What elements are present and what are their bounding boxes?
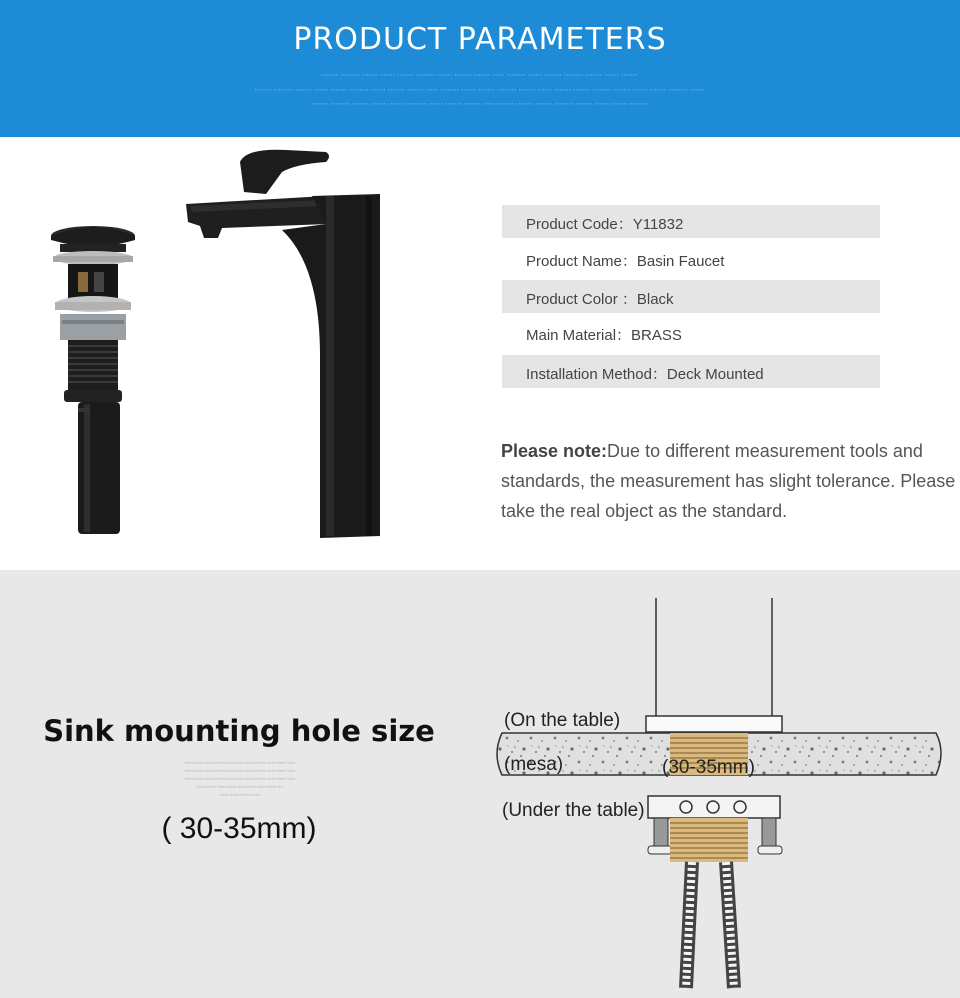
spec-row-installation-method [502, 355, 880, 388]
mounting-fine-print: ▪▪▪▪▪▪ ▪▪▪▪▪▪▪ ▪▪▪▪▪▪ ▪▪▪▪▪▪▪ ▪▪▪▪▪ ▪▪▪▪▪▪▪ ▪▪▪▪▪▪ ▪▪▪▪▪▪▪ ▪▪▪▪ [196, 784, 284, 789]
spec-row-product-code [502, 205, 880, 238]
note-text: Due to different measurement tools and standards, the measurement has slight tolerance. Please take the real object as the standard. [501, 441, 956, 521]
spec-text: Product Color ：Black [526, 291, 674, 308]
mounting-fine-print: ▪▪▪▪▪▪ ▪▪▪▪▪▪▪ ▪▪▪▪▪▪ ▪▪▪▪▪▪▪ ▪▪▪▪▪ ▪▪▪▪▪▪▪ ▪▪▪▪▪▪ ▪▪▪▪▪▪▪▪ ▪▪▪▪▪▪ ▪▪▪▪▪▪▪ ▪▪▪▪▪ [184, 768, 296, 773]
mounting-fine-print: ▪▪▪▪▪▪ ▪▪▪▪▪▪▪ ▪▪▪▪▪▪ ▪▪▪▪▪▪▪ [219, 792, 261, 797]
note-label: Please note: [501, 441, 608, 461]
spec-row-main-material [502, 316, 880, 349]
basin-faucet-image [186, 146, 386, 538]
mounting-hole-size: ( 30-35mm) [161, 812, 317, 845]
label-on-table: (On the table) [504, 710, 621, 731]
page-title: PRODUCT PARAMETERS [293, 22, 667, 57]
mounting-fine-print: ▪▪▪▪▪▪ ▪▪▪▪▪▪▪ ▪▪▪▪▪▪ ▪▪▪▪▪▪▪ ▪▪▪▪▪ ▪▪▪▪▪▪▪ ▪▪▪▪▪▪ ▪▪▪▪▪▪▪▪ ▪▪▪▪▪▪ ▪▪▪▪▪▪▪ ▪▪▪▪▪ [184, 760, 296, 765]
header-fine-print: ▪▪▪▪▪▪▪ ▪▪▪▪▪▪▪▪ ▪▪▪▪▪▪▪ ▪▪▪▪▪▪ ▪▪▪▪▪▪▪ ▪▪▪▪▪▪▪▪ ▪▪▪▪▪▪ ▪▪▪▪▪▪▪ ▪▪▪▪▪▪▪ ▪▪▪▪▪ ▪▪▪▪▪▪▪▪ ▪▪▪▪▪▪ ▪▪▪▪▪▪▪ ▪▪▪▪▪▪▪▪ ▪▪▪▪▪▪▪ ▪▪▪▪▪▪ ▪▪▪▪▪▪▪ [321, 72, 639, 77]
spec-row-product-name [502, 242, 880, 275]
measurement-note [501, 436, 956, 526]
pop-up-drain-image [48, 222, 138, 537]
spec-row-product-color [502, 280, 880, 313]
spec-text: Installation Method：Deck Mounted [526, 366, 764, 383]
mounting-stud [762, 818, 776, 850]
mounting-stud [654, 818, 668, 850]
header-fine-print: ▪▪▪▪▪▪▪ ▪▪▪▪▪▪▪▪ ▪▪▪▪▪▪▪ ▪▪▪▪▪▪ ▪▪▪▪▪▪▪ ▪▪▪▪▪▪▪▪ ▪▪▪▪▪▪ ▪▪▪▪▪▪▪ ▪▪▪▪▪▪▪ ▪▪▪▪▪ ▪▪▪▪▪▪▪▪ ▪▪▪▪▪▪ ▪▪▪▪▪▪▪ ▪▪▪▪▪▪▪▪ ▪▪▪▪▪▪▪ ▪▪▪▪▪▪ ▪▪▪▪▪▪▪ ▪▪▪▪▪▪▪ ▪▪▪▪▪▪▪▪ ▪▪▪▪▪▪▪ ▪▪▪▪▪▪ ▪▪▪▪▪▪▪ ▪▪▪▪▪▪▪▪ ▪▪▪▪▪▪ [255, 87, 705, 92]
installation-diagram [480, 590, 950, 990]
header-fine-print: ▪▪▪▪▪▪▪ ▪▪▪▪▪▪▪▪ ▪▪▪▪▪▪▪ ▪▪▪▪▪▪ ▪▪▪▪▪▪▪ ▪▪▪▪▪▪▪▪ ▪▪▪▪▪▪ ▪▪▪▪▪▪▪ ▪▪▪▪▪▪▪ ▪▪▪▪▪ ▪▪▪▪▪▪▪▪ ▪▪▪▪▪▪ ▪▪▪▪▪▪▪ ▪▪▪▪▪▪▪▪ ▪▪▪▪▪▪▪ ▪▪▪▪▪▪ ▪▪▪▪▪▪▪ ▪▪▪▪▪▪▪ [312, 101, 648, 106]
label-shank-size: (30-35mm) [662, 757, 755, 778]
mounting-bracket [648, 796, 780, 818]
spec-text: Product Name：Basin Faucet [526, 253, 725, 270]
spec-text: Main Material：BRASS [526, 327, 682, 344]
label-mesa: (mesa) [504, 754, 564, 775]
spec-text: Product Code：Y11832 [526, 216, 684, 233]
mounting-fine-print: ▪▪▪▪▪▪ ▪▪▪▪▪▪▪ ▪▪▪▪▪▪ ▪▪▪▪▪▪▪ ▪▪▪▪▪ ▪▪▪▪▪▪▪ ▪▪▪▪▪▪ ▪▪▪▪▪▪▪▪ ▪▪▪▪▪▪ ▪▪▪▪▪▪▪ ▪▪▪▪▪ [184, 776, 296, 781]
deck-plate [646, 716, 782, 732]
label-under-table: (Under the table) [502, 800, 645, 821]
header-banner [0, 0, 960, 137]
mounting-hole-title: Sink mounting hole size [43, 714, 435, 748]
